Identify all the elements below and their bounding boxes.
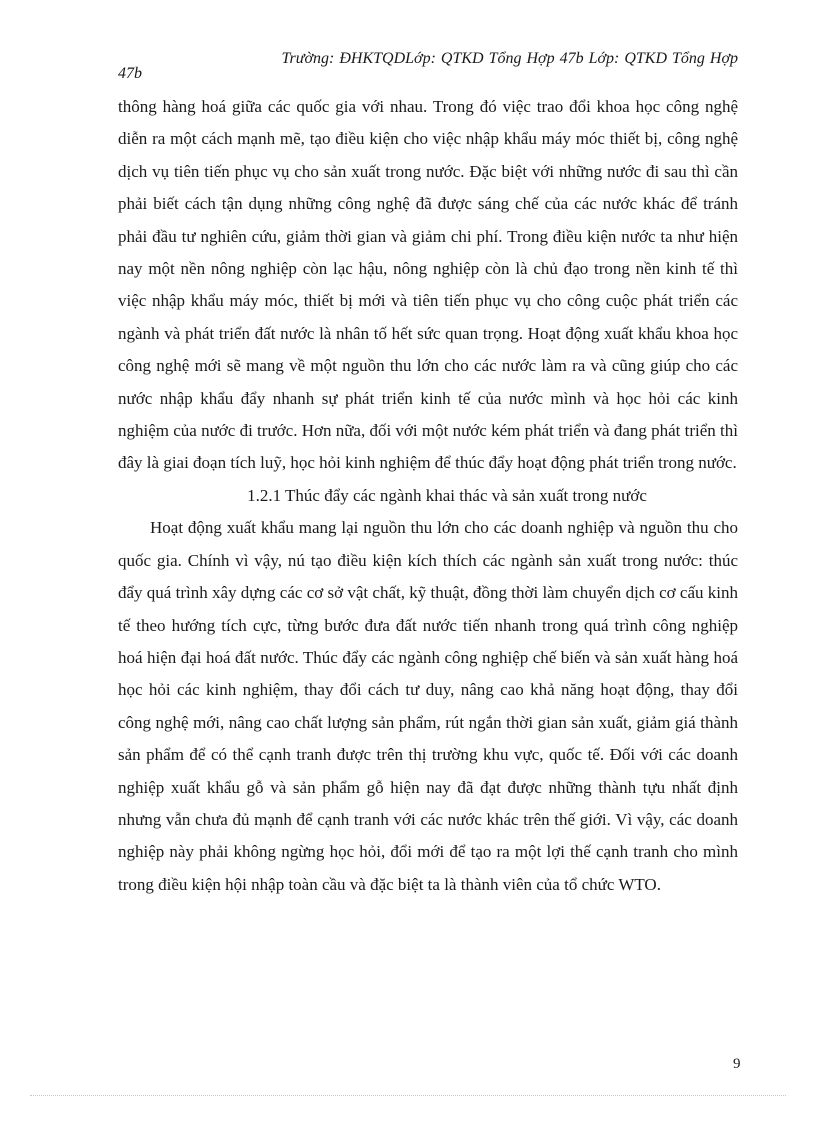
page-header: [118, 46, 738, 72]
page-header-continuation: [118, 64, 142, 84]
paragraph: thông hàng hoá giữa các quốc gia với nhau. Trong đó việc trao đổi khoa học công nghệ diễn ra một cách mạnh mẽ, tạo điều kiện cho việc nhập khẩu máy móc thiết bị, công nghệ dịch vụ tiên tiến phục vụ cho sản xuất trong nước. Đặc biệt với những nước đi sau thì cần phải biết cách tận dụng những công nghệ đã được sáng chế của các nước khác để tránh phải đầu tư nghiên cứu, giảm thời gian và giảm chi phí. Trong điều kiện nước ta như hiện nay một nền nông nghiệp còn lạc hậu, nông nghiệp còn là chủ đạo trong nền kinh tế thì việc nhập khẩu máy móc, thiết bị mới và tiên tiến phục vụ cho công cuộc phát triển các ngành và phát triển đất nước là nhân tố hết sức quan trọng. Hoạt động xuất khẩu khoa học công nghệ mới sẽ mang về một nguồn thu lớn cho các nước làm ra và cũng giúp cho các nước nhập khẩu đẩy nhanh sự phát triển kinh tế của nước mình và học hỏi các kinh nghiệm của nước đi trước. Hơn nữa, đối với một nước kém phát triển và đang phát triển thì đây là giai đoạn tích luỹ, học hỏi kinh nghiệm để thúc đẩy hoạt động phát triển trong nước.: [118, 97, 738, 473]
header-text: Trường: ĐHKTQDLớp: QTKD Tổng Hợp 47b Lớp: QTKD Tổng Hợp: [281, 50, 738, 67]
paragraph: Hoạt động xuất khẩu mang lại nguồn thu lớn cho các doanh nghiệp và nguồn thu cho quốc gia. Chính vì vậy, nú tạo điều kiện kích thích các ngành sản xuất trong nước: thúc đẩy quá trình xây dựng các cơ sở vật chất, kỹ thuật, đồng thời làm chuyển dịch cơ cấu kinh tế theo hướng tích cực, từng bước đưa đất nước tiến nhanh trong quá trình công nghiệp hoá hiện đại hoá đất nước. Thúc đẩy các ngành công nghiệp chế biến và sản xuất hàng hoá học hỏi các kinh nghiệm, thay đổi cách tư duy, nâng cao khả năng hoạt động, thay đổi công nghệ mới, nâng cao chất lượng sản phẩm, rút ngắn thời gian sản xuất, giảm giá thành sản phẩm để có thể cạnh tranh được trên thị trường khu vực, quốc tế. Đối với các doanh nghiệp xuất khẩu gỗ và sản phẩm gỗ hiện nay đã đạt được những thành tựu nhất định nhưng vẫn chưa đủ mạnh để cạnh tranh với các nước khác trên thế giới. Vì vậy, các doanh nghiệp này phải không ngừng học hỏi, đổi mới để tạo ra một lợi thế cạnh tranh cho mình trong điều kiện hội nhập toàn cầu và đặc biệt ta là thành viên của tổ chức WTO.: [118, 518, 738, 894]
header-text-continuation: 47b: [118, 65, 142, 82]
page-bottom-divider: [30, 1095, 786, 1096]
page-number: 9: [733, 1056, 741, 1072]
section-heading: 1.2.1 Thúc đẩy các ngành khai thác và sản xuất trong nước: [247, 485, 647, 505]
document-body: [118, 91, 738, 901]
